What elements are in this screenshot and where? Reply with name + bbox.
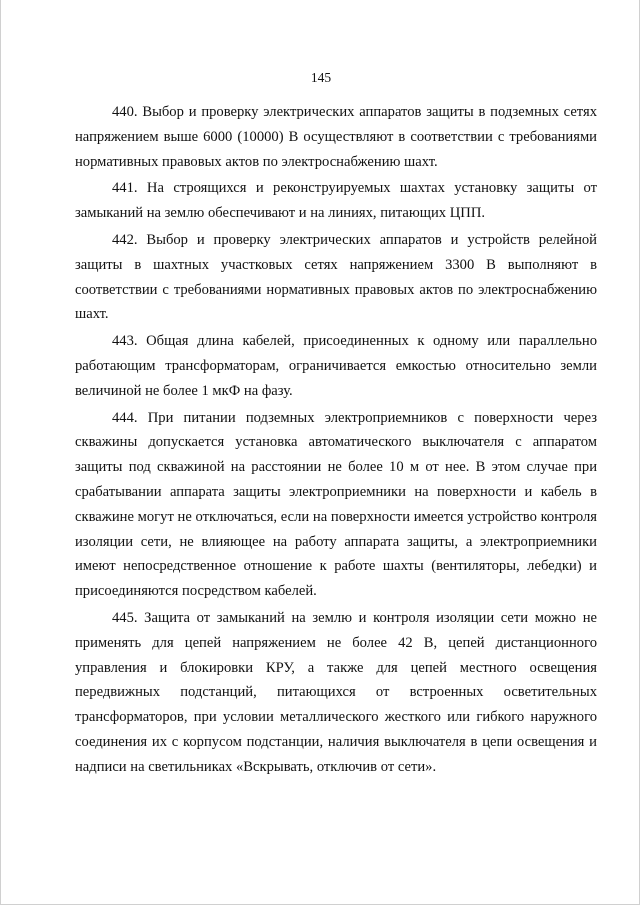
paragraph-441: 441. На строящихся и реконструируемых шахтах установку защиты от замыканий на землю обеспечивают и на линиях, питающих ЦПП. — [75, 180, 597, 222]
paragraph-445: 445. Защита от замыканий на землю и контроля изоляции сети можно не применять для цепей напряжением не более 42 В, цепей дистанционного управления и блокировки КРУ, а также для цепей местного освещения передвижных подстанций, питающихся от встроенных осветительных трансформаторов, при условии металлического жесткого или гибкого наружного соединения их с корпусом подстанции, наличия выключателя в цепи освещения и надписи на светильниках «Вскрывать, отключив от сети». — [75, 609, 597, 775]
document-body — [75, 100, 597, 782]
page-number: 145 — [310, 70, 332, 85]
paragraph-442: 442. Выбор и проверку электрических аппаратов и устройств релейной защиты в шахтных участковых сетях напряжением 3300 В выполняют в соответствии с требованиями нормативных правовых актов по электроснабжению шахт. — [75, 231, 597, 323]
paragraph-440: 440. Выбор и проверку электрических аппаратов защиты в подземных сетях напряжением выше 6000 (10000) В осуществляют в соответствии с требованиями нормативных правовых актов по электроснабжению шахт. — [75, 104, 597, 170]
paragraph-443: 443. Общая длина кабелей, присоединенных к одному или параллельно работающим трансформаторам, ограничивается емкостью относительно земли величиной не более 1 мкФ на фазу. — [75, 333, 597, 399]
paragraph-444: 444. При питании подземных электроприемников с поверхности через скважины допускается установка автоматического выключателя с аппаратом защиты под скважиной на расстоянии не более 10 м от нее. В этом случае при срабатывании аппарата защиты электроприемники на поверхности и кабель в скважине могут не отключаться, если на поверхности имеется устройство контроля изоляции сети, не влияющее на работу аппарата защиты, а электроприемники имеют непосредственное отношение к работе шахты (вентиляторы, лебедки) и присоединяются посредством кабелей. — [75, 409, 597, 600]
